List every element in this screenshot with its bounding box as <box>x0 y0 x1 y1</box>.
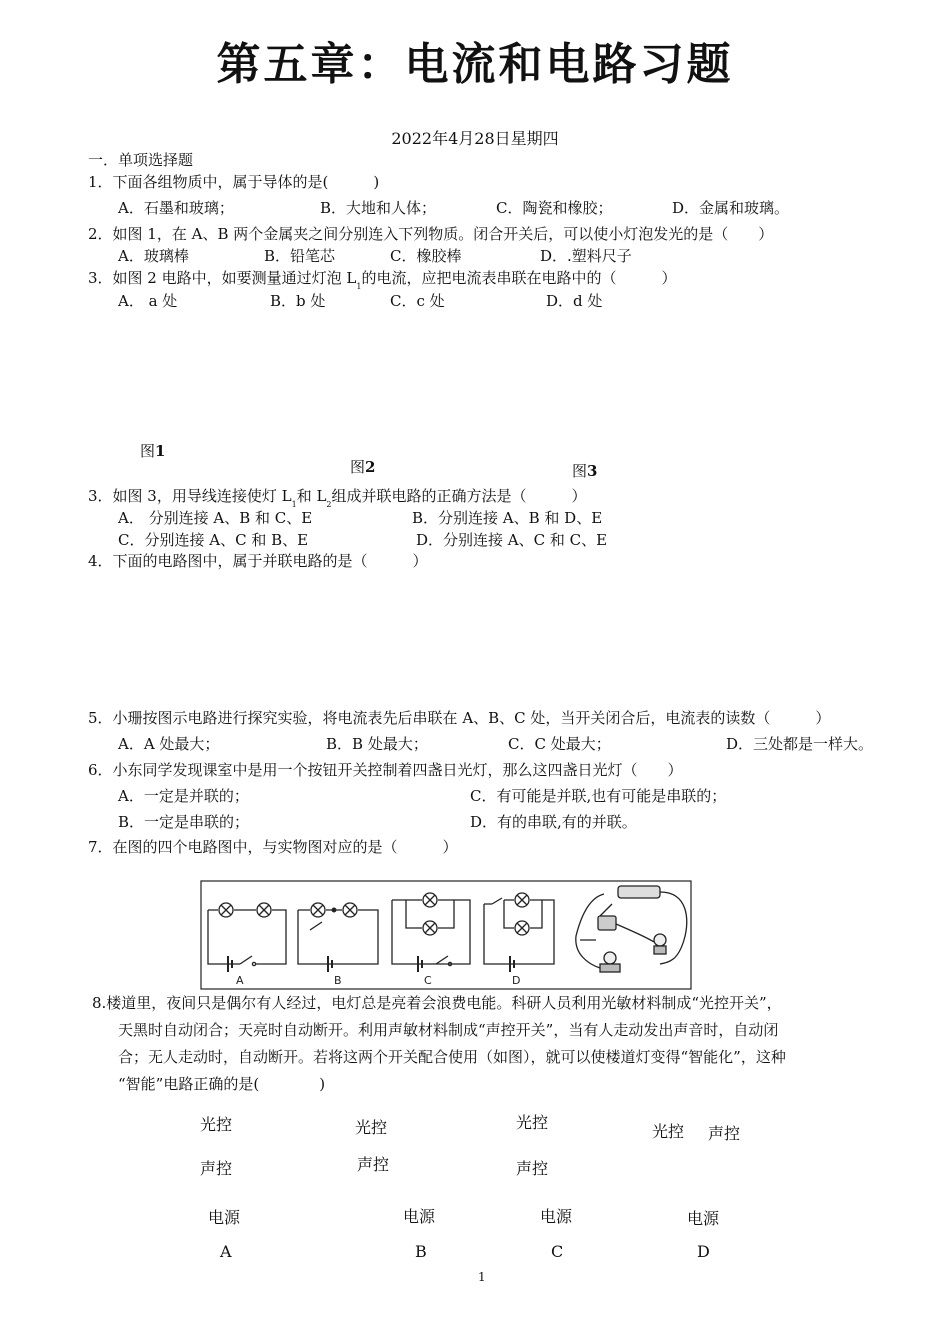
section-heading: 一．单项选择题 <box>88 151 194 169</box>
q3a-option-b: B．b 处 <box>270 292 326 310</box>
q2-option-d: D．.塑料尺子 <box>540 247 632 265</box>
q6-stem: 6．小东同学发现课室中是用一个按钮开关控制着四盏日光灯，那么这四盏日光灯（ ） <box>88 761 683 779</box>
q3b-option-b: B．分别连接 A、B 和 D、E <box>412 509 603 527</box>
q8-b-light-label: 光控 <box>355 1118 388 1137</box>
q8-option-a-label: A <box>220 1242 232 1261</box>
page-title: 第五章：电流和电路习题 <box>216 39 734 90</box>
q2-option-a: A．玻璃棒 <box>118 247 189 265</box>
q8-text: 8.楼道里，夜间只是偶尔有人经过，电灯总是亮着会浪费电能。科研人员利用光敏材料制成“光控开关”， 天黑时自动闭合；天亮时自动断开。利用声敏材料制成“声控开关”，当有人走动发出声音时，自动闭 合；无人走动时，自动断开。若将这两个开关配合使用（如图），就可以使楼道灯变得“智能化”，这种 “智能”电路正确的是( ) <box>92 994 786 1093</box>
q3a-stem: 3．如图 2 电路中，如要测量通过灯泡 $L_1$的电流，应把电流表串联在电路中的（ ） <box>88 269 677 291</box>
q5-stem: 5．小珊按图示电路进行探究实验，将电流表先后串联在 A、B、C 处，当开关闭合后，电流表的读数（ ） <box>88 709 831 727</box>
circuit-label-d: D <box>512 974 521 987</box>
q1-option-a: A．石墨和玻璃； <box>118 199 234 217</box>
figure-2-caption: 图2 <box>350 458 376 476</box>
q8-option-d-label: D <box>697 1242 710 1261</box>
circuit-label-a: A <box>236 974 244 987</box>
q5-option-b: B．B 处最大； <box>326 735 428 753</box>
q3a-option-c: C．c 处 <box>390 292 445 310</box>
q8-d-power-label: 电源 <box>687 1209 720 1228</box>
figure-1-caption: 图1 <box>140 442 166 460</box>
q7-circuit-figure <box>200 880 692 990</box>
q5-option-d: D．三处都是一样大。 <box>726 735 874 753</box>
q3b-option-a: A． 分别连接 A、B 和 C、E <box>118 509 313 527</box>
q8-a-sound-label: 声控 <box>200 1159 233 1178</box>
circuit-label-c: C <box>424 974 432 987</box>
q8-c-sound-label: 声控 <box>516 1159 549 1178</box>
q2-option-b: B．铅笔芯 <box>264 247 336 265</box>
q1-stem: 1．下面各组物质中，属于导体的是( ) <box>88 173 380 191</box>
q8-a-light-label: 光控 <box>200 1115 233 1134</box>
q2-stem: 2．如图 1，在 A、B 两个金属夹之间分别连入下列物质。闭合开关后，可以使小灯泡发光的是（ ） <box>88 225 774 243</box>
q4-stem: 4．下面的电路图中，属于并联电路的是（ ） <box>88 552 428 570</box>
q8-option-c-label: C <box>551 1242 564 1261</box>
q1-option-c: C．陶瓷和橡胶； <box>496 199 613 217</box>
q6-option-a: A．一定是并联的； <box>118 787 249 805</box>
q1-option-b: B．大地和人体； <box>320 199 437 217</box>
q8-b-sound-label: 声控 <box>357 1155 390 1174</box>
date-line: 2022年4月28日星期四 <box>391 129 559 148</box>
q8-a-power-label: 电源 <box>208 1208 241 1227</box>
q8-c-power-label: 电源 <box>540 1207 573 1226</box>
q5-option-a: A．A 处最大； <box>118 735 220 753</box>
q1-option-d: D．金属和玻璃。 <box>672 199 790 217</box>
q8-d-sound-label: 声控 <box>708 1124 741 1143</box>
q8-d-light-label: 光控 <box>652 1122 685 1141</box>
circuit-label-b: B <box>334 974 342 987</box>
page-number: 1 <box>478 1270 486 1284</box>
q7-stem: 7．在图的四个电路图中，与实物图对应的是（ ） <box>88 838 458 856</box>
q6-option-c: C．有可能是并联,也有可能是串联的； <box>470 787 727 805</box>
q8-option-b-label: B <box>415 1242 427 1261</box>
q5-option-c: C．C 处最大； <box>508 735 611 753</box>
q3b-option-c: C．分别连接 A、C 和 B、E <box>118 531 309 549</box>
q3b-option-d: D．分别连接 A、C 和 C、E <box>416 531 608 549</box>
q3a-option-d: D．d 处 <box>546 292 603 310</box>
q2-option-c: C．橡胶棒 <box>390 247 462 265</box>
q3b-stem: 3．如图 3，用导线连接使灯 $L_1$和 $L_2$组成并联电路的正确方法是（ ） <box>88 487 587 509</box>
q6-option-b: B．一定是串联的； <box>118 813 250 831</box>
q6-option-d: D．有的串联,有的并联。 <box>470 813 637 831</box>
q8-c-light-label: 光控 <box>516 1113 549 1132</box>
q8-b-power-label: 电源 <box>403 1207 436 1226</box>
q3a-option-a: A． a 处 <box>118 292 178 310</box>
figure-3-caption: 图3 <box>572 462 598 480</box>
